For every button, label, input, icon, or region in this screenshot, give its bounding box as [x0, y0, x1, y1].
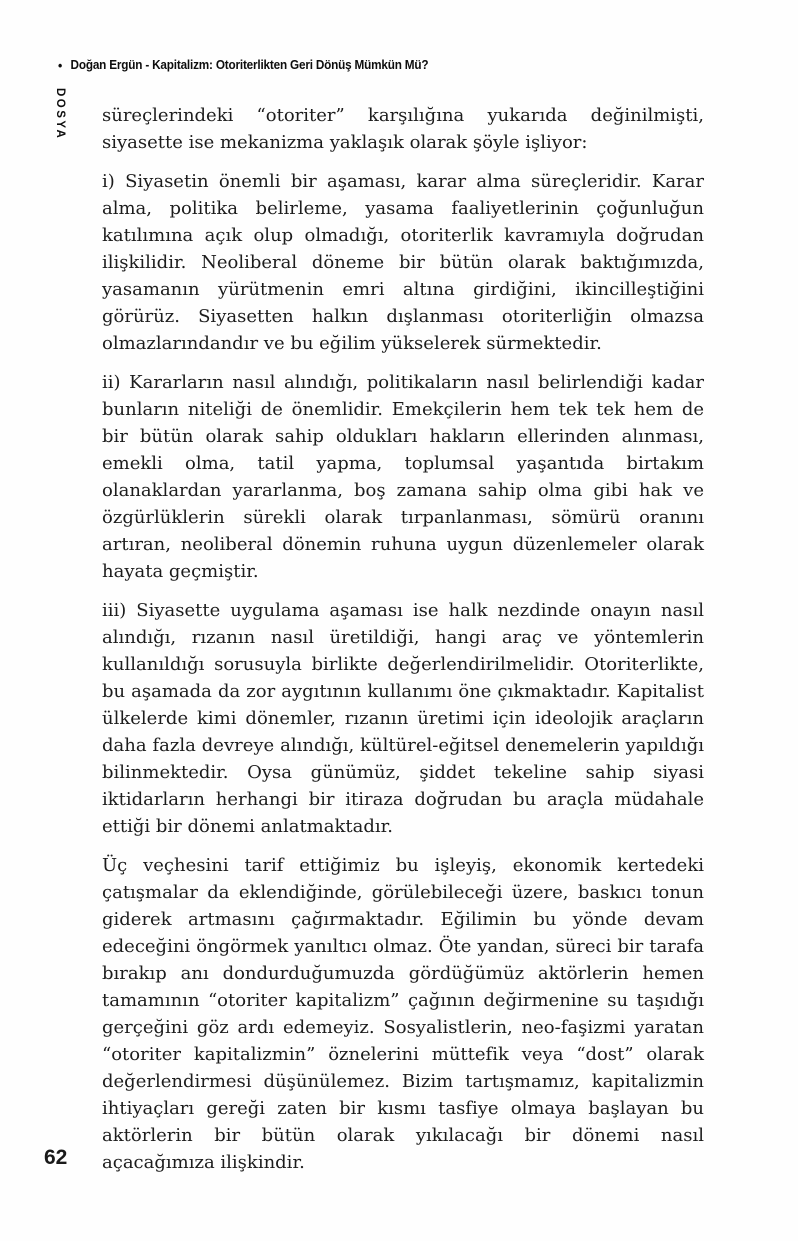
paragraph-item-iii: iii) Siyasette uygulama aşaması ise halk nezdinde onayın nasıl alındığı, rızanın nasıl üretildiği, hangi araç ve yöntemlerin kullanıldığı sorusuyla birlikte değerlendirilmelidir. Otoriterlikte, bu aşamada da zor aygıtının kullanımı öne çıkmaktadır. Kapitalist ülkelerde kimi dönemler, rızanın üretimi için ideolojik araçların daha fazla devreye alındığı, kültürel-eğitsel denemelerin yapıldığı bilinmektedir. Oysa günümüz, şiddet tekeline sahip siyasi iktidarların herhangi bir itiraza doğrudan bu araçla müdahale ettiği bir dönemi anlatmaktadır. — [102, 600, 704, 837]
author-name: Doğan Ergün - — [70, 58, 153, 72]
paragraph-intro: süreçlerindeki “otoriter” karşılığına yukarıda değinilmişti, siyasette ise mekanizma yaklaşık olarak şöyle işliyor: — [102, 105, 704, 153]
section-label-vertical: DOSYA — [54, 88, 66, 141]
bullet-icon: • — [58, 58, 63, 73]
article-title: Kapitalizm: Otoriterlikten Geri Dönüş Mümkün Mü? — [152, 58, 429, 72]
running-header — [58, 58, 716, 73]
paragraph-item-i: i) Siyasetin önemli bir aşaması, karar alma süreçleridir. Karar alma, politika belirleme, yasama faaliyetlerinin çoğunluğun katılımına açık olup olmadığı, otoriterlik kavramıyla doğrudan ilişkilidir. Neoliberal döneme bir bütün olarak baktığımızda, yasamanın yürütmenin emri altına girdiğini, ikincilleştiğini görürüz. Siyasetten halkın dışlanması otoriterliğin olmazsa olmazlarındandır ve bu eğilim yükselerek sürmektedir. — [102, 171, 704, 354]
page-number: 62 — [44, 1146, 68, 1169]
paragraph-item-ii: ii) Kararların nasıl alındığı, politikaların nasıl belirlendiği kadar bunların niteliği de önemlidir. Emekçilerin hem tek tek hem de bir bütün olarak sahip oldukları hakların ellerinden alınması, emekli olma, tatil yapma, toplumsal yaşantıda birtakım olanaklardan yararlanma, boş zamana sahip olma gibi hak ve özgürlüklerin sürekli olarak tırpanlanması, sömürü oranını artıran, neoliberal dönemin ruhuna uygun düzenlemeler olarak hayata geçmiştir. — [102, 372, 704, 582]
article-body — [102, 102, 704, 1188]
paragraph-conclusion: Üç veçhesini tarif ettiğimiz bu işleyiş, ekonomik kertedeki çatışmalar da eklendiğinde, görülebileceği üzere, baskıcı tonun giderek artmasını çağırmaktadır. Eğilimin bu yönde devam edeceğini öngörmek yanıltıcı olmaz. Öte yandan, süreci bir tarafa bırakıp anı dondurduğumuzda gördüğümüz aktörlerin hemen tamamının “otoriter kapitalizm” çağının değirmenine su taşıdığı gerçeğini göz ardı edemeyiz. Sosyalistlerin, neo-faşizmi yaratan “otoriter kapitalizmin” öznelerini müttefik veya “dost” olarak değerlendirmesi düşünülemez. Bizim tartışmamız, kapitalizmin ihtiyaçları gereği zaten bir kısmı tasfiye olmaya başlayan bu aktörlerin bir bütün olarak yıkılacağı bir dönemi nasıl açacağımıza ilişkindir. — [102, 855, 704, 1173]
